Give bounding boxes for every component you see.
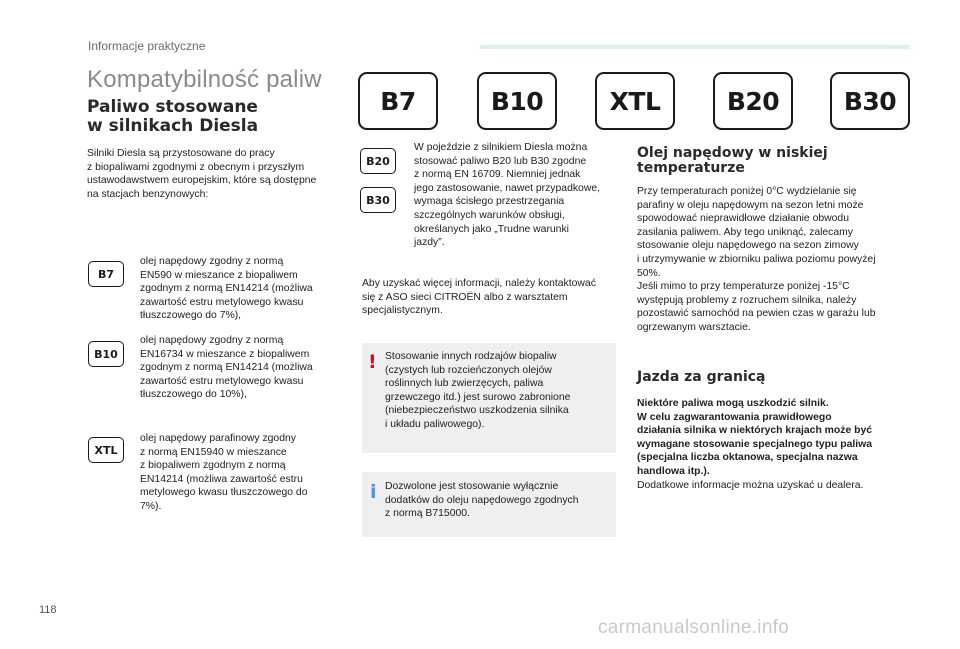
warning-icon: !	[368, 351, 377, 373]
fuel-badge-xtl-small: XTL	[88, 437, 124, 463]
fuel-badge-b10-small: B10	[88, 341, 124, 367]
fuel-b7-description: olej napędowy zgodny z normą EN590 w mieszance z biopaliwem zgodnym z normą EN14214 (możliwa zawartość estru metylowego kwasu tłuszczowego do 7%),	[140, 256, 313, 322]
b20-b30-usage-text: W pojeździe z silnikiem Diesla można stosować paliwo B20 lub B30 zgodne z normą EN 16709. Niemniej jednak jego zastosowanie, nawet przypadkowe, wymaga ścisłego przestrzegania szczególnych warunków obsługi, określanych jako „Trudne warunki jazdy”.	[414, 142, 600, 249]
fuel-badge-b10: B10	[477, 72, 557, 130]
fuel-badge-b30: B30	[830, 72, 910, 130]
info-icon: i	[370, 481, 377, 503]
fuel-badge-b20: B20	[713, 72, 793, 130]
fuel-badge-xtl: XTL	[595, 72, 675, 130]
diesel-fuel-heading: Paliwo stosowane w silnikach Diesla	[87, 97, 259, 136]
winter-diesel-text: Przy temperaturach poniżej 0°C wydzielanie się parafiny w oleju napędowym na sezon letni może spowodować nieprawidłowe działanie obwodu zasilania paliwem. Aby tego uniknąć, zalecamy stosowanie oleju napędowego na sezon zimowy i utrzymywanie w zbiorniku paliwa poziomu powyżej 50%. Jeśli mimo to przy temperaturze poniżej -15°C występują problemy z rozruchem silnika, należy pozostawić samochód na pewien czas w garażu lub ogrzewanym warsztacie.	[637, 186, 876, 333]
page-title: Kompatybilność paliw	[87, 66, 322, 93]
fuel-xtl-description: olej napędowy parafinowy zgodny z normą EN15940 w mieszance z biopaliwem zgodnym z normą EN14214 (możliwa zawartość estru metylowego kwasu tłuszczowego do 7%).	[140, 433, 308, 512]
driving-abroad-warning-text: Niektóre paliwa mogą uszkodzić silnik. W celu zagwarantowania prawidłowego działania silnika w niektórych krajach może być wymagane stosowanie specjalnego typu paliwa (specjalna liczba oktanowa, specjalna nazwa handlowa itp.).	[637, 398, 873, 477]
info-note-box	[362, 472, 616, 537]
fuel-badge-b7: B7	[358, 72, 438, 130]
fuel-badge-b20-small: B20	[360, 148, 396, 174]
fuel-badges-row	[358, 72, 910, 132]
header-accent-bar	[480, 45, 910, 49]
contact-info-text: Aby uzyskać więcej informacji, należy kontaktować się z ASO sieci CITROËN albo z warsztatem specjalistycznym.	[362, 278, 596, 317]
section-header-label: Informacje praktyczne	[88, 39, 206, 53]
driving-abroad-heading: Jazda za granicą	[637, 369, 766, 385]
fuel-b10-description: olej napędowy zgodny z normą EN16734 w mieszance z biopaliwem zgodnym z normą EN14214 (możliwa zawartość estru metylowego kwasu tłuszczowego do 10%),	[140, 335, 313, 401]
warning-box	[362, 343, 616, 453]
page-number: 118	[39, 604, 57, 616]
fuel-badge-b7-small: B7	[88, 261, 124, 287]
diesel-intro-text: Silniki Diesla są przystosowane do pracy z biopaliwami zgodnymi z obecnym i przyszłym ustawodawstwem europejskim, które są dostępne na stacjach benzynowych:	[87, 148, 317, 200]
winter-diesel-heading: Olej napędowy w niskiej temperaturze	[637, 145, 828, 176]
warning-text: Stosowanie innych rodzajów biopaliw (czystych lub rozcieńczonych olejów roślinnych lub zwierzęcych, paliwa grzewczego itd.) jest surowo zabronione (niebezpieczeństwo uszkodzenia silnika i układu paliwowego).	[385, 351, 571, 430]
info-note-text: Dozwolone jest stosowanie wyłącznie dodatków do oleju napędowego zgodnych z normą B715000.	[385, 481, 579, 520]
fuel-badge-b30-small: B30	[360, 187, 396, 213]
watermark: carmanualsonline.info	[598, 617, 790, 638]
driving-abroad-info-text: Dodatkowe informacje można uzyskać u dealera.	[637, 480, 864, 491]
